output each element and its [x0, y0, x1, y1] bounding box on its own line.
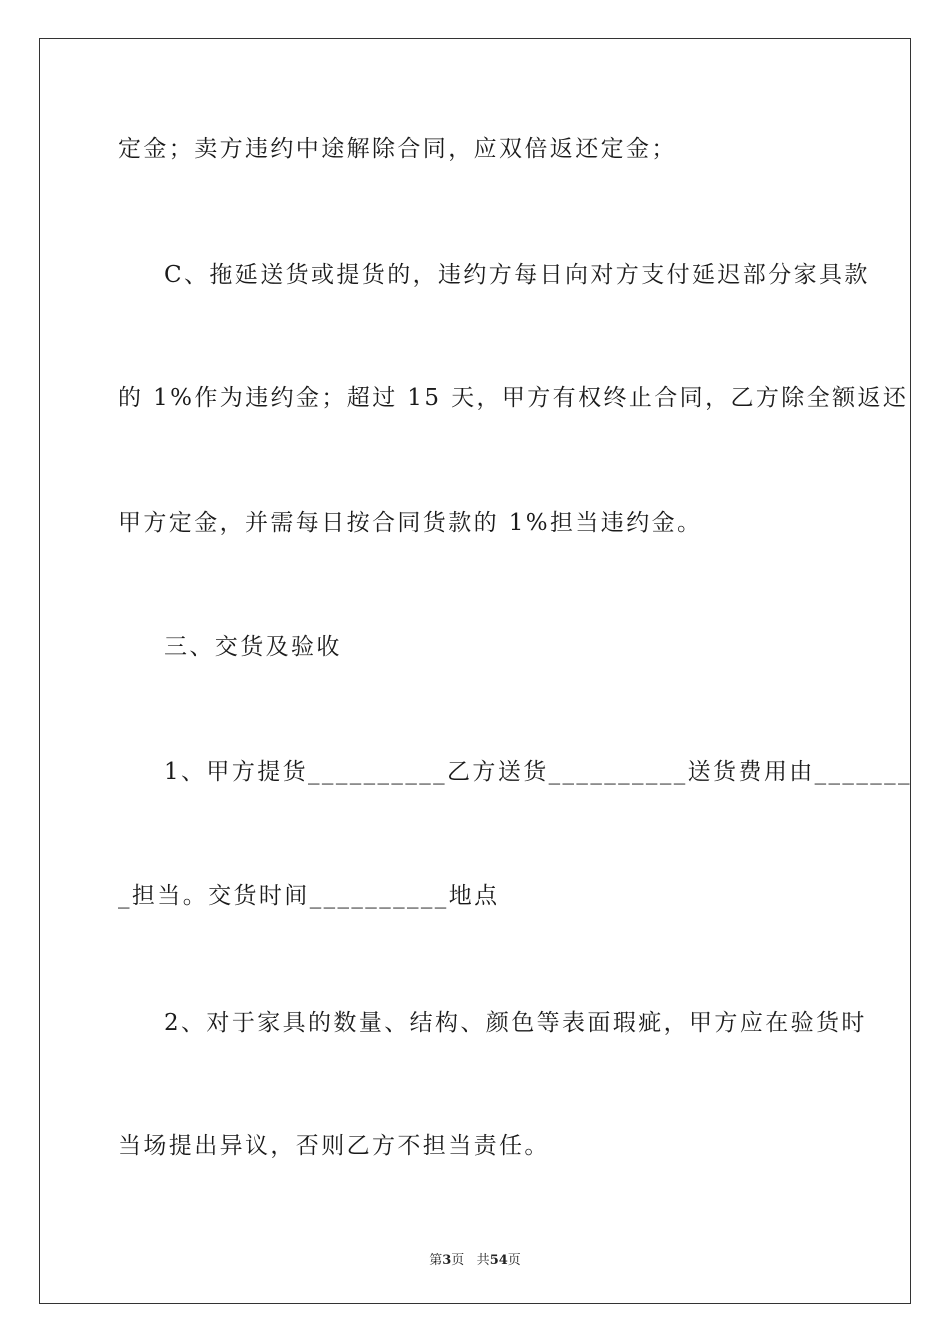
text-line-2: C、拖延送货或提货的，违约方每日向对方支付延迟部分家具款: [164, 262, 870, 288]
text-line-9: 当场提出异议，否则乙方不担当责任。: [118, 1133, 550, 1159]
text-line-7: _担当。交货时间__________地点: [118, 883, 500, 909]
page-footer: [0, 1249, 950, 1268]
footer-page-prefix: 第: [429, 1253, 443, 1268]
footer-total-pages: 54: [489, 1253, 508, 1268]
footer-page-suffix: 页: [451, 1253, 465, 1268]
page-border: [39, 38, 911, 1304]
footer-total-prefix: 共: [476, 1253, 490, 1268]
section-heading: 三、交货及验收: [164, 634, 342, 660]
text-line-6: 1、甲方提货__________乙方送货__________送货费用由_______: [164, 759, 912, 785]
footer-page-number: 3: [442, 1253, 452, 1268]
text-line-4: 甲方定金，并需每日按合同货款的 1%担当违约金。: [118, 510, 703, 536]
text-line-3: 的 1%作为违约金；超过 15 天，甲方有权终止合同，乙方除全额返还: [118, 385, 909, 411]
footer-total-suffix: 页: [507, 1253, 521, 1268]
text-line-1: 定金；卖方违约中途解除合同，应双倍返还定金；: [118, 136, 677, 162]
text-line-8: 2、对于家具的数量、结构、颜色等表面瑕疵，甲方应在验货时: [164, 1010, 867, 1036]
